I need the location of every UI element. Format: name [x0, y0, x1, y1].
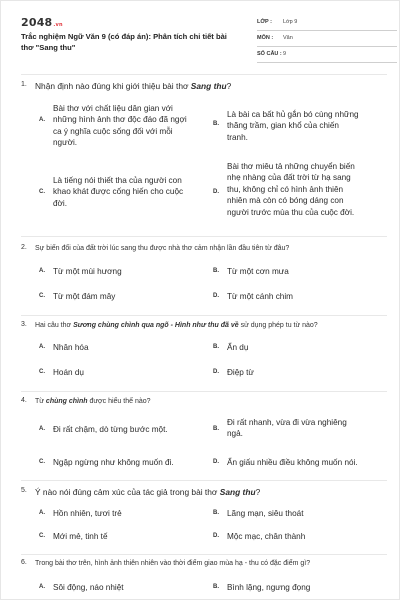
meta-key: SỐ CÂU : — [257, 51, 282, 57]
option-key: B. — [213, 344, 219, 350]
option-text — [53, 175, 211, 209]
option-text: Điệp từ — [227, 368, 254, 377]
option-key: A. — [39, 426, 45, 432]
option-text: Từ một đám mây — [53, 292, 116, 301]
page-title: Trắc nghiệm Ngữ Văn 9 (có đáp án): Phân tích chi tiết bài thơ "Sang thu" — [21, 32, 227, 52]
option-line: tranh. — [227, 132, 248, 142]
meta-row-class — [257, 17, 397, 31]
option-key: D. — [213, 189, 219, 195]
option-key: D. — [213, 293, 219, 299]
question-text-part: Từ — [35, 398, 46, 405]
question-text-part: sử dụng phép tu từ nào? — [238, 322, 318, 329]
meta-value: Văn — [283, 35, 293, 41]
option-text — [227, 109, 385, 143]
option-text: Bình lặng, ngưng đọng — [227, 583, 311, 592]
option-line: khao khát được cống hiến cho cuộc — [53, 187, 184, 197]
divider — [21, 236, 387, 237]
question-number: 4. — [21, 397, 27, 404]
option-key: A. — [39, 510, 45, 516]
question-text-part: Hai câu thơ — [35, 322, 74, 329]
option-line: những hình ảnh thơ độc đáo đã ngợi — [53, 115, 187, 125]
option-key: B. — [213, 510, 219, 516]
meta-value: 9 — [283, 51, 287, 57]
option-line: đời. — [53, 198, 68, 208]
option-key: B. — [213, 584, 219, 590]
option-text: Ngập ngừng như không muốn đi. — [53, 458, 174, 467]
meta-value: Lớp 9 — [283, 19, 298, 25]
option-text — [53, 103, 211, 149]
logo-tld: .vn — [53, 22, 63, 28]
option-text: Ẩn dụ — [227, 343, 249, 352]
option-key: D. — [213, 533, 219, 539]
question-text — [35, 397, 375, 406]
option-text: Đi rất chậm, dò từng bước một. — [53, 425, 168, 434]
option-key: B. — [213, 121, 219, 127]
question-text-emphasis: Sang thu — [219, 487, 256, 497]
option-text: Lãng mạn, siêu thoát — [227, 509, 304, 518]
question-text: Sự biến đổi của đất trời lúc sang thu được nhà thơ cảm nhận lần đầu tiên từ đâu? — [35, 245, 290, 252]
option-line: người trước mùa thu của cuộc đời. — [227, 207, 355, 217]
question-text-part: ? — [226, 81, 232, 91]
question-text — [35, 487, 375, 497]
meta-table — [257, 17, 397, 65]
option-line: Bài thơ miêu tả những chuyển biến — [227, 162, 355, 171]
option-line: nhẹ nhàng của đất trời từ hạ sang — [227, 173, 351, 183]
option-key: C. — [39, 293, 45, 299]
question-text-part: Nhận định nào đúng khi giới thiệu bài thơ — [35, 81, 191, 91]
question-number: 5. — [21, 487, 27, 494]
option-line: ngả. — [227, 429, 243, 439]
option-line: Là tiếng nói thiết tha của người con — [53, 176, 182, 185]
option-key: C. — [39, 369, 45, 375]
meta-key: LỚP : — [257, 19, 272, 25]
option-key: C. — [39, 189, 45, 195]
question-text-emphasis: chùng chình — [45, 398, 88, 405]
option-text: Từ một cơn mưa — [227, 267, 289, 276]
option-text: Mộc mạc, chân thành — [227, 532, 306, 541]
logo-main: 2048 — [21, 16, 53, 29]
option-text: Ẩn giấu nhiều điều không muốn nói. — [227, 458, 358, 467]
option-line: người. — [53, 138, 78, 148]
option-line: nhiên mà còn có bóng dáng con — [227, 196, 344, 206]
question-text-emphasis: Sương chùng chình qua ngõ - Hình như thu đã về — [73, 322, 239, 329]
option-key: B. — [213, 426, 219, 432]
option-key: D. — [213, 369, 219, 375]
question-5 — [21, 487, 387, 547]
question-number: 6. — [21, 559, 27, 566]
divider — [21, 391, 387, 392]
question-6 — [21, 559, 387, 599]
option-line: Đi rất nhanh, vừa đi vừa nghiêng — [227, 418, 347, 427]
option-line: Là bài ca bất hủ gắn bó cùng những — [227, 110, 359, 119]
page-header — [21, 13, 387, 68]
question-text — [35, 81, 375, 91]
question-1 — [21, 81, 387, 251]
option-key: A. — [39, 268, 45, 274]
option-text: Hoán dụ — [53, 368, 84, 377]
meta-row-subject — [257, 33, 397, 47]
question-number: 1. — [21, 81, 27, 88]
question-text: Trong bài thơ trên, hình ảnh thiên nhiên vào thời điểm giao mùa hạ - thu có đặc điểm gì? — [35, 560, 311, 567]
option-key: A. — [39, 344, 45, 350]
question-2 — [21, 244, 387, 314]
question-text-part: được hiểu thế nào? — [87, 398, 151, 405]
option-key: A. — [39, 584, 45, 590]
divider — [21, 315, 387, 316]
option-key: A. — [39, 117, 45, 123]
question-text-part: Ý nào nói đúng cảm xúc của tác giả trong bài thơ — [35, 487, 220, 497]
divider — [21, 74, 387, 75]
question-number: 2. — [21, 244, 27, 251]
option-key: D. — [213, 459, 219, 465]
meta-key: MÔN : — [257, 35, 274, 41]
question-text — [35, 321, 375, 330]
meta-row-count — [257, 49, 397, 63]
option-text: Hồn nhiên, tươi trẻ — [53, 509, 122, 518]
question-text-emphasis: Sang thu — [190, 81, 227, 91]
option-text: Sôi động, náo nhiệt — [53, 583, 124, 592]
option-text: Từ một cánh chim — [227, 292, 293, 301]
option-line: thu, không chỉ có hình ảnh thiên — [227, 184, 344, 194]
option-line: ca ý nghĩa cuộc sống đối với mỗi — [53, 126, 173, 136]
divider — [21, 554, 387, 555]
option-line: thăng trầm, gian khổ của chiến — [227, 121, 339, 131]
option-text — [227, 417, 385, 440]
option-text: Nhân hóa — [53, 343, 89, 352]
option-key: C. — [39, 459, 45, 465]
question-text-part: ? — [255, 487, 261, 497]
option-key: C. — [39, 533, 45, 539]
option-line: Bài thơ với chất liệu dân gian với — [53, 104, 173, 113]
site-logo[interactable] — [21, 16, 63, 29]
option-text: Mới mẻ, tinh tế — [53, 532, 108, 541]
option-text — [227, 161, 385, 218]
question-4 — [21, 397, 387, 477]
option-key: B. — [213, 268, 219, 274]
question-number: 3. — [21, 321, 27, 328]
question-3 — [21, 321, 387, 391]
option-text: Từ một mùi hương — [53, 267, 122, 276]
divider — [21, 480, 387, 481]
